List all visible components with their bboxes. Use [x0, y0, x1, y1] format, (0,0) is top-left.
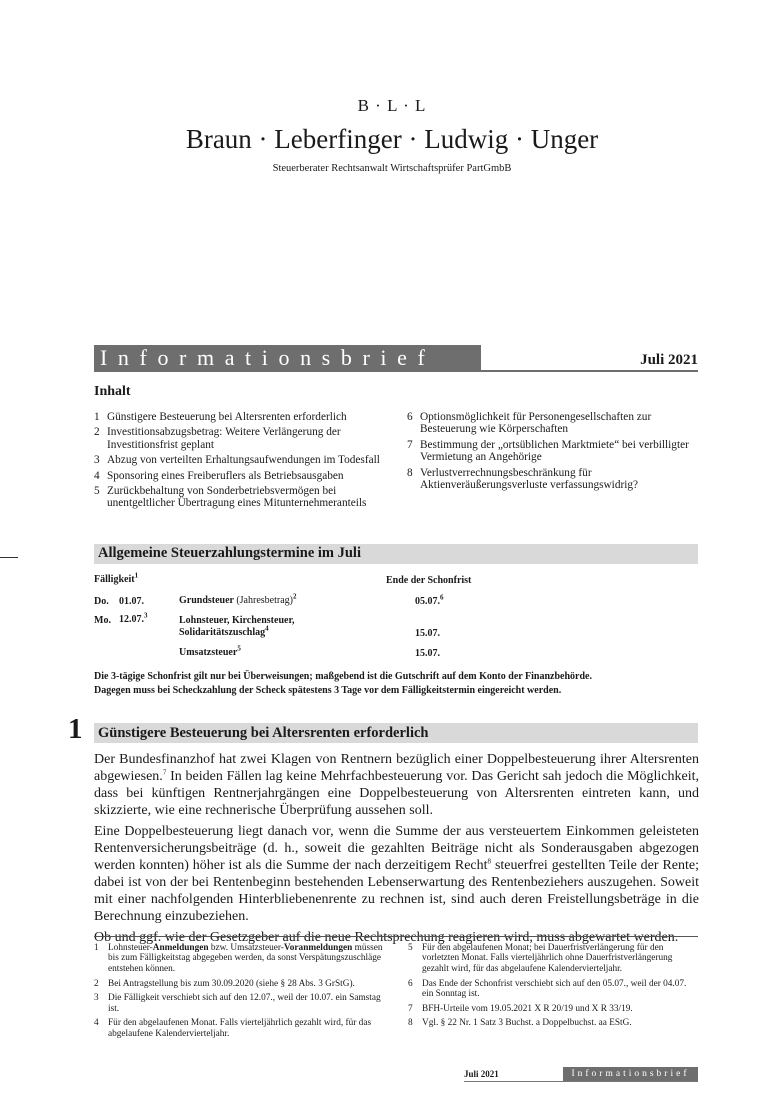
footnote-ref: 3: [144, 611, 148, 620]
paragraph: [94, 823, 699, 925]
text-run: Lohnsteuer-: [108, 943, 153, 953]
footnote-text: Die Fälligkeit verschiebt sich auf den 12.07., weil der 10.07. ein Samstag ist.: [108, 993, 381, 1014]
toc-number: 5: [94, 485, 100, 498]
footnote: [94, 1018, 394, 1039]
footnote: [408, 1004, 699, 1014]
footer-date: Juli 2021: [464, 1069, 499, 1079]
due-date-value: 12.07.: [119, 614, 144, 625]
footnote-text: Bei Antragstellung bis zum 30.09.2020 (siehe § 28 Abs. 3 GrStG).: [108, 978, 355, 989]
newsletter-banner: Informationsbrief: [94, 345, 481, 370]
text-run: Voranmeldungen: [283, 943, 353, 953]
toc-item[interactable]: [407, 411, 697, 436]
footnote: [94, 993, 394, 1014]
footnote-ref: 8: [487, 857, 492, 866]
section-number: 1: [68, 713, 83, 745]
text-run: In beiden Fällen lag keine Mehrfachbesteuerung vor. Das Gericht sah jedoch die Möglichkeit, dass bei künftigen Rentnerjahrgängen eine Doppelbesteuerung von Altersrenten eintreten kann, und skizzierte, wie eine rechnerische Überprüfung aussehen soll.: [94, 769, 699, 818]
firm-name: Braun · Leberfinger · Ludwig · Unger: [185, 124, 599, 154]
toc-text: Zurückbehaltung von Sonderbetriebsvermögen bei unentgeltlicher Übertragung eines Mitunternehmeranteils: [107, 485, 367, 510]
toc-right-column: [407, 411, 697, 494]
footnote-rule: [94, 936, 698, 937]
footnote: [408, 979, 699, 1000]
toc-number: 2: [94, 426, 100, 439]
grace-end-date: 15.07.: [415, 628, 440, 639]
toc-left-column: [94, 411, 399, 513]
toc-number: 7: [407, 438, 413, 451]
footnote-ref: 2: [292, 592, 297, 601]
text-run: Der Bundesfinanzhof hat zwei Klagen von Rentnern bezüglich einer Doppelbesteuerung ihrer Altersrenten abgewiesen.: [94, 752, 699, 784]
toc-item[interactable]: [407, 467, 697, 492]
footnote-number: 8: [408, 1018, 413, 1029]
column-header-due-label: Fälligkeit: [94, 574, 135, 585]
tax-note: (Jahresbetrag): [236, 595, 293, 606]
due-date: 01.07.: [119, 596, 144, 607]
firm-initials: B · L · L: [357, 96, 427, 115]
footnotes-left: [94, 943, 394, 1043]
toc-item[interactable]: [94, 454, 399, 466]
firm-subtitle: Steuerberater Rechtsanwalt Wirtschaftsprüfer PartGmbB: [272, 163, 512, 174]
toc-text: Sponsoring eines Freiberuflers als Betriebsausgaben: [107, 469, 344, 482]
grace-end-value: 05.07.: [415, 596, 440, 607]
toc-text: Günstigere Besteuerung bei Altersrenten erforderlich: [107, 411, 347, 423]
footnote-number: 7: [408, 1003, 413, 1014]
toc-number: 4: [94, 469, 100, 482]
footnote-number: 4: [94, 1018, 99, 1029]
footnote-text: Für den abgelaufenen Monat. Falls vierteljährlich gezahlt wird, für das abgelaufene Kalendervierteljahr.: [108, 1018, 372, 1039]
text-run: steuerfrei gestellten Teile der Rente; dabei ist von der bei Rentenbeginn bestehenden Lebenserwartung des Rentenbeziehers auszugehen. Soweit mit einer nachfolgenden Hinterbliebenenrente zu rechnen ist, sind auch deren Freistellungsbeträge in die Berechnung einzubeziehen.: [94, 858, 700, 924]
toc-text: Investitionsabzugsbetrag: Weitere Verlängerung der Investitionsfrist geplant: [107, 426, 341, 451]
toc-text: Verlustverrechnungsbeschränkung für Aktienveräußerungsverluste verfassungswidrig?: [420, 466, 639, 492]
tax-name-line2: Solidaritätszuschlag: [179, 626, 266, 638]
article-body: [94, 751, 699, 950]
text-run: Anmeldungen: [152, 943, 209, 953]
toc-item[interactable]: [407, 439, 697, 464]
footnotes-right: [408, 943, 699, 1033]
tax-dates-title: Allgemeine Steuerzahlungstermine im Juli: [98, 545, 361, 561]
tax-type: [179, 644, 241, 659]
grace-end-date: 15.07.: [415, 648, 440, 659]
footnote-number: 1: [94, 943, 99, 953]
text-run: müssen bis zum Fälligkeitstag abgegeben werden, da sonst Verspätungszuschläge entstehen können.: [108, 943, 383, 974]
section-title: Günstigere Besteuerung bei Altersrenten erforderlich: [98, 725, 429, 741]
toc-number: 1: [94, 411, 100, 423]
column-header-grace-end: Ende der Schonfrist: [386, 575, 472, 586]
grace-period-note: [94, 670, 704, 698]
footnote-number: 5: [408, 943, 413, 953]
footnote-ref: 6: [440, 593, 444, 602]
toc-number: 8: [407, 466, 413, 479]
toc-item[interactable]: [94, 426, 399, 451]
toc-number: 3: [94, 454, 100, 467]
toc-item[interactable]: [94, 485, 399, 510]
tax-name: Grundsteuer: [179, 595, 234, 606]
footnote-number: 3: [94, 993, 99, 1004]
note-line: Dagegen muss bei Scheckzahlung der Scheck spätestens 3 Tage vor dem Fälligkeitstermin eingereicht werden.: [94, 685, 562, 696]
toc-text: Optionsmöglichkeit für Personengesellschaften zur Besteuerung wie Körperschaften: [420, 411, 652, 436]
footnote-text: Das Ende der Schonfrist verschiebt sich auf den 05.07., weil der 04.07. ein Sonntag ist.: [422, 978, 687, 999]
toc-number: 6: [407, 411, 413, 423]
tax-type: [179, 592, 297, 607]
footnote-ref: 4: [265, 624, 269, 633]
note-line: Die 3-tägige Schonfrist gilt nur bei Überweisungen; maßgebend ist die Gutschrift auf dem Konto der Finanzbehörde.: [94, 671, 592, 682]
footnote-text: Vgl. § 22 Nr. 1 Satz 3 Buchst. a Doppelbuchst. aa EStG.: [422, 1018, 632, 1029]
tax-type: [179, 615, 294, 638]
footnote-text: Für den abgelaufenen Monat; bei Dauerfristverlängerung für den vorletzten Monat. Falls vierteljährlich ohne Dauerfristverlängerung gezahlt wird, für das abgelaufene Kalendervierteljahr.: [422, 943, 673, 974]
footer-banner: Informationsbrief: [563, 1067, 698, 1081]
due-weekday: Mo.: [94, 615, 111, 626]
due-weekday: Do.: [94, 596, 109, 607]
footnote-ref: 1: [134, 571, 139, 580]
paragraph: [94, 751, 699, 819]
toc-text: Bestimmung der „ortsüblichen Marktmiete“ bei verbilligter Vermietung an Angehörige: [420, 438, 689, 464]
text-run: bzw. Umsatzsteuer-: [208, 943, 284, 953]
footnote: [408, 943, 699, 974]
due-date: [119, 611, 148, 626]
issue-date: Juli 2021: [640, 352, 698, 368]
toc-title: Inhalt: [94, 384, 131, 399]
footer-rule: [464, 1081, 698, 1082]
column-header-due: [94, 571, 139, 586]
toc-text: Abzug von verteilten Erhaltungsaufwendungen im Todesfall: [107, 454, 380, 467]
banner-rule: [94, 370, 698, 372]
toc-item[interactable]: [94, 470, 399, 482]
fold-mark: [0, 557, 18, 558]
footnote: [94, 943, 394, 974]
footnote-number: 2: [94, 978, 99, 989]
tax-name-line1: Lohnsteuer, Kirchensteuer,: [179, 615, 295, 626]
footnote: [94, 979, 394, 989]
footnote-ref: 5: [237, 644, 241, 653]
footnote-number: 6: [408, 978, 413, 989]
grace-end-date: [415, 593, 444, 608]
toc-item[interactable]: [94, 411, 399, 423]
footnote-text: BFH-Urteile vom 19.05.2021 X R 20/19 und X R 33/19.: [422, 1003, 633, 1014]
footnote: [408, 1018, 699, 1028]
text-run: Ob und ggf. wie der Gesetzgeber auf die neue Rechtsprechung reagieren wird, muss abgewartet werden.: [94, 930, 679, 945]
tax-name: Umsatzsteuer: [179, 647, 238, 658]
footnote-ref: 7: [162, 768, 167, 777]
text-run: Eine Doppelbesteuerung liegt danach vor, wenn die Summe der aus versteuertem Einkommen geleisteten Rentenversicherungsbeiträge (d. h., soweit die gezahlten Beiträge nicht als Sonderausgaben abgezogen werden konnten) höher ist als die Summe der nach derzeitigem Recht: [94, 824, 699, 873]
